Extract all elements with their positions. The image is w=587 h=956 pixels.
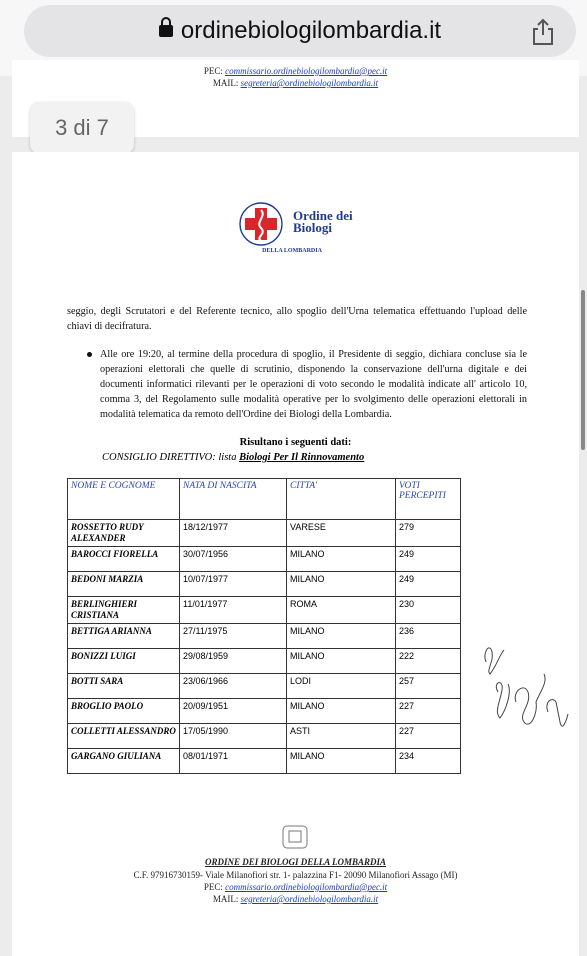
page-indicator: 3 di 7 [30, 102, 134, 154]
bullet-paragraph: Alle ore 19:20, al termine della procedura di spoglio, il Presidente di seggio, dichiara concluse sia le operazioni elettorali che quelle di scrutinio, disponendo la conservazione dell'urna digitale e dei documenti informatici rilevanti per le operazioni di voto secondo le modalità indicate all' articolo 10, comma 3, del Regolamento sulle modalità operative per lo svolgimento delle operazioni elettorali in modalità telematica da remoto dell'Ordine dei Biologi della Lombardia. [100, 349, 527, 420]
cell-name: BERLINGHIERI CRISTIANA [68, 597, 180, 624]
cell-date: 10/07/1977 [180, 572, 287, 597]
footer-pec-link[interactable]: commissario.ordinebiologilombardia@pec.it [225, 882, 388, 892]
footer-pec-line [12, 881, 579, 893]
table-row [68, 724, 461, 749]
cell-name: BOTTI SARA [68, 674, 180, 699]
table-row [68, 649, 461, 674]
cell-date: 08/01/1971 [180, 749, 287, 774]
cell-date: 27/11/1975 [180, 624, 287, 649]
table-row [68, 572, 461, 597]
table-row [68, 699, 461, 724]
cell-votes: 227 [396, 699, 461, 724]
logo-subtitle: DELLA LOMBARDIA [262, 248, 322, 254]
footer-mail-link[interactable]: segreteria@ordinebiologilombardia.it [240, 894, 379, 904]
table-row [68, 597, 461, 624]
prev-pec-line: PEC: commissario.ordinebiologilombardia@pec.it [203, 66, 388, 76]
cell-name: BONIZZI LUIGI [68, 649, 180, 674]
cell-date: 11/01/1977 [180, 597, 287, 624]
results-heading: Risultano i seguenti dati: [239, 437, 352, 448]
cell-votes: 227 [396, 724, 461, 749]
footer-mail-label: MAIL: [212, 894, 239, 904]
cell-votes: 279 [396, 520, 461, 547]
cell-name: BEDONI MARZIA [68, 572, 180, 597]
scrollbar[interactable] [581, 290, 585, 450]
share-icon[interactable] [530, 18, 556, 46]
cell-votes: 257 [396, 674, 461, 699]
footer-pec-label: PEC: [203, 882, 223, 892]
header-city: CITTA' [287, 479, 396, 520]
table-header-row [68, 479, 461, 520]
cell-city: ASTI [287, 724, 396, 749]
cell-name: BETTIGA ARIANNA [68, 624, 180, 649]
biologi-emblem-icon [237, 200, 289, 248]
cell-name: GARGANO GIULIANA [68, 749, 180, 774]
prev-pec-link[interactable]: commissario.ordinebiologilombardia@pec.it [225, 66, 388, 76]
prev-mail-line: MAIL: segreteria@ordinebiologilombardia.it [212, 78, 379, 88]
cell-votes: 249 [396, 547, 461, 572]
logo-title-line1: Ordine dei [293, 208, 353, 223]
header-name: NOME E COGNOME [68, 479, 180, 520]
cell-date: 29/08/1959 [180, 649, 287, 674]
cell-city: MILANO [287, 699, 396, 724]
cell-city: ROMA [287, 597, 396, 624]
address-bar[interactable] [24, 5, 576, 57]
handwritten-signatures [478, 622, 573, 752]
pdf-page-current [12, 152, 579, 956]
cell-city: VARESE [287, 520, 396, 547]
results-table [67, 478, 461, 774]
footer-org: ORDINE DEI BIOLOGI DELLA LOMBARDIA [204, 857, 387, 867]
prev-mail-link[interactable]: segreteria@ordinebiologilombardia.it [240, 78, 379, 88]
cell-city: LODI [287, 674, 396, 699]
cell-votes: 222 [396, 649, 461, 674]
cell-votes: 236 [396, 624, 461, 649]
cell-date: 30/07/1956 [180, 547, 287, 572]
org-logo [237, 200, 387, 260]
cell-name: BAROCCI FIORELLA [68, 547, 180, 572]
cell-date: 23/06/1966 [180, 674, 287, 699]
cell-date: 20/09/1951 [180, 699, 287, 724]
cell-name: COLLETTI ALESSANDRO [68, 724, 180, 749]
paragraph-intro: seggio, degli Scrutatori e del Referente tecnico, allo spoglio dell'Urna telematica effettuando l'upload delle chiavi di decifratura. [67, 306, 527, 332]
cell-city: MILANO [287, 649, 396, 674]
cell-date: 17/05/1990 [180, 724, 287, 749]
cell-name: BROGLIO PAOLO [68, 699, 180, 724]
bullet-marker [87, 352, 95, 360]
table-row [68, 674, 461, 699]
council-line [102, 452, 364, 463]
footer-mail-line [12, 893, 579, 905]
cell-city: MILANO [287, 547, 396, 572]
logo-title-line2: Biologi [293, 220, 333, 235]
org-seal-icon [280, 824, 310, 852]
url-text: ordinebiologilombardia.it [180, 17, 442, 44]
table-row [68, 547, 461, 572]
council-label: CONSIGLIO DIRETTIVO: [102, 452, 216, 463]
url-display[interactable] [24, 17, 576, 45]
cell-name: ROSSETTO RUDY ALEXANDER [68, 520, 180, 547]
table-row [68, 749, 461, 774]
lock-icon [159, 25, 173, 37]
cell-city: MILANO [287, 572, 396, 597]
footer-address: C.F. 97916730159- Viale Milanofiori str. 1- palazzina F1- 20090 Milanofiori Assago (MI) [133, 870, 458, 880]
table-row [68, 520, 461, 547]
cell-votes: 234 [396, 749, 461, 774]
header-birthdate: NATA DI NASCITA [180, 479, 287, 520]
header-votes: VOTI PERCEPITI [396, 479, 461, 520]
cell-votes: 249 [396, 572, 461, 597]
cell-date: 18/12/1977 [180, 520, 287, 547]
list-name: Biologi Per Il Rinnovamento [239, 452, 365, 463]
cell-city: MILANO [287, 749, 396, 774]
list-prefix: lista [218, 452, 237, 463]
logo-title [293, 210, 353, 234]
table-row [68, 624, 461, 649]
cell-votes: 230 [396, 597, 461, 624]
cell-city: MILANO [287, 624, 396, 649]
